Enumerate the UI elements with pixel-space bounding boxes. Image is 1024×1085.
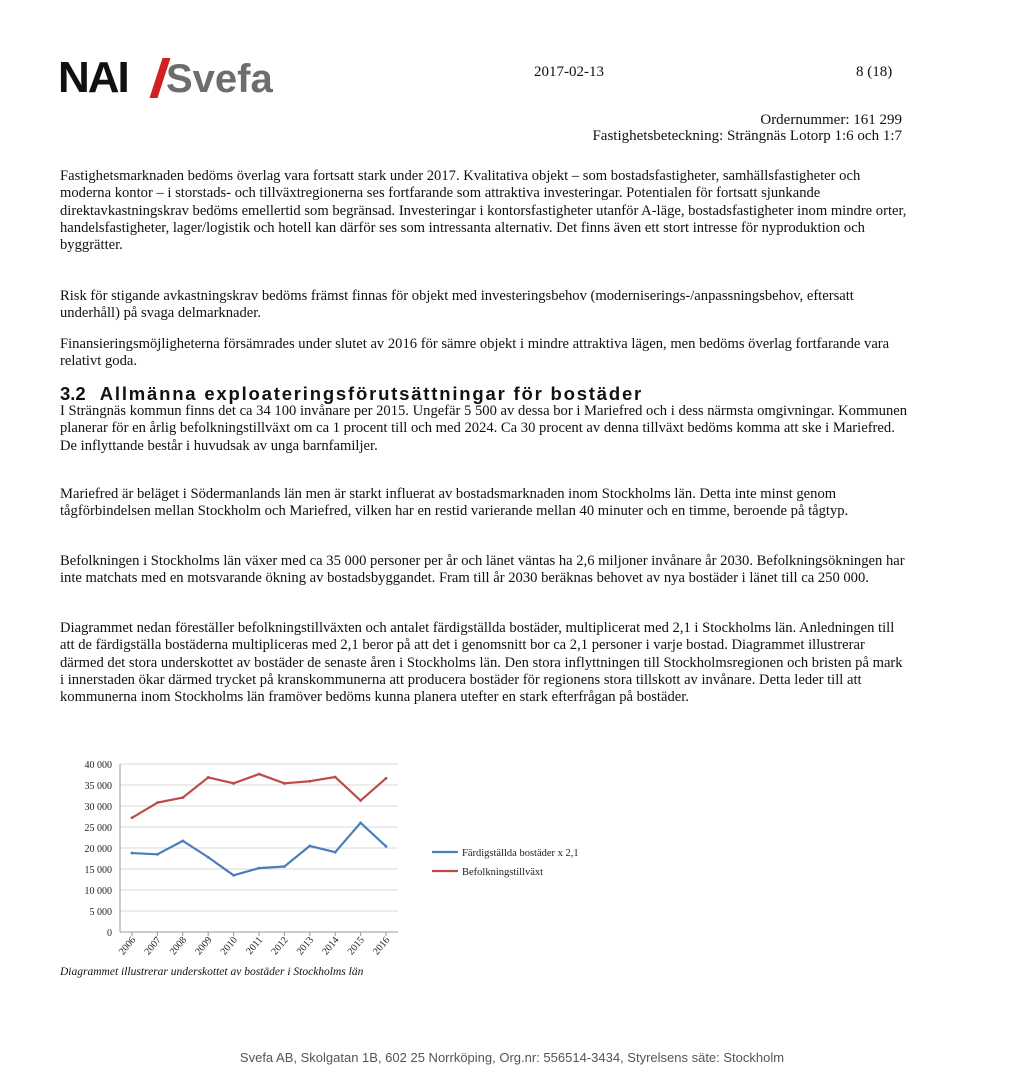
data-point	[232, 782, 235, 785]
logo-nai-text: NAI	[58, 53, 128, 102]
series-line-2	[132, 774, 386, 818]
x-tick-label: 2014	[320, 934, 342, 958]
x-tick-label: 2007	[142, 934, 164, 958]
page-footer: Svefa AB, Skolgatan 1B, 602 25 Norrköping, Org.nr: 556514-3434, Styrelsens säte: Stockholm	[239, 1050, 785, 1065]
legend-label-1: Färdigställda bostäder x 2,1	[462, 848, 579, 859]
order-number: Ordernummer: 161 299	[760, 112, 902, 128]
data-point	[258, 867, 261, 870]
x-tick-label: 2016	[371, 934, 393, 958]
y-tick-label: 25 000	[84, 823, 112, 834]
data-point	[283, 782, 286, 785]
x-tick-label: 2015	[345, 934, 367, 958]
y-tick-label: 35 000	[84, 781, 112, 792]
data-point	[207, 776, 210, 779]
x-tick-label: 2008	[167, 934, 190, 958]
y-tick-label: 15 000	[84, 865, 112, 876]
x-tick-label: 2010	[218, 934, 240, 958]
data-point	[156, 801, 159, 804]
y-tick-label: 0	[107, 928, 112, 939]
y-tick-label: 30 000	[84, 802, 112, 813]
x-tick-label: 2009	[193, 934, 215, 958]
paragraph-mariefred: Mariefred är beläget i Södermanlands län men är starkt influerat av bostadsmarknaden inom Stockholms län. Detta inte minst genom tågförbindelsen mellan Stockholm och Mariefred, vilken har en restid varierande mellan 40 minuter och en timme, beroende på tågtyp.	[60, 486, 849, 520]
paragraph-strangnas: I Strängnäs kommun finns det ca 34 100 invånare per 2015. Ungefär 5 500 av dessa bor i Mariefred och i dess närmsta omgivningar. Kommunen planerar för en årlig befolkningstillväxt om ca 1 procent till och med 2024. Ca 30 procent av denna tillväxt bedöms komma att ske i Mariefred. De inflyttande består i huvudsak av unga barnfamiljer.	[60, 403, 908, 454]
paragraph-diagram-description: Diagrammet nedan föreställer befolkningstillväxten och antalet färdigställda bostäder, multiplicerat med 2,1 i Stockholms län. Anledningen till att de färdigställa bostäderna multipliceras med 2,1 beror på att det i genomsnitt bor ca 2,1 personer i varje bostad. Diagrammet illustrerar därmed det stora underskottet av bostäder de senaste åren i Stockholms län. Den stora inflyttningen till Stockholmsregionen och bristen på mark i innerstaden ökar därmed trycket på kranskommunerna att producera bostäder för regionens stora tillskott av invånare. Detta leder till att kommunerna inom Stockholms län framöver bedöms kunna planera utefter en stark efterfrågan på bostäder.	[60, 620, 903, 706]
y-tick-label: 40 000	[84, 760, 112, 771]
x-tick-label: 2013	[294, 934, 317, 958]
housing-deficit-chart	[60, 752, 620, 967]
data-point	[131, 816, 134, 819]
y-tick-label: 20 000	[84, 844, 112, 855]
paragraph-stockholm-population: Befolkningen i Stockholms län växer med ca 35 000 personer per år och länet väntas ha 2,6 miljoner invånare år 2030. Befolkningsökningen har inte matchats med en motsvarande ökning av bostadsbyggandet. Fram till år 2030 beräknas behovet av nya bostäder i länet till ca 250 000.	[60, 553, 905, 587]
data-point	[181, 839, 184, 842]
data-point	[359, 799, 362, 802]
y-tick-label: 5 000	[89, 907, 112, 918]
data-point	[334, 776, 337, 779]
section-heading	[60, 384, 910, 404]
document-date: 2017-02-13	[534, 64, 604, 80]
paragraph-market: Fastighetsmarknaden bedöms överlag vara fortsatt stark under 2017. Kvalitativa objekt – som bostadsfastigheter, samhällsfastigheter och moderna kontor – i storstads- och tillväxtregionerna ses fortfarande som attraktiva investeringar. Potentialen för fortsatt sjunkande direktavkastningskrav bedöms emellertid som begränsad. Investeringar i kontorsfastigheter utanför A-läge, bostadsfastigheter inom mindre orter, handelsfastigheter, lager/logistik och hotell kan därför ses som intressanta alternativ. Det finns även ett stort intresse för nyproduktion och byggrätter.	[60, 168, 907, 254]
chart-caption: Diagrammet illustrerar underskottet av bostäder i Stockholms län	[60, 966, 364, 978]
data-point	[207, 856, 210, 859]
data-point	[385, 777, 388, 780]
x-tick-label: 2011	[244, 934, 266, 957]
data-point	[181, 796, 184, 799]
section-number: 3.2	[60, 383, 86, 404]
data-point	[258, 773, 261, 776]
data-point	[308, 845, 311, 848]
page-number: 8 (18)	[856, 64, 893, 80]
nai-svefa-logo	[58, 53, 314, 102]
data-point	[283, 865, 286, 868]
section-title: Allmänna exploateringsförutsättningar för bostäder	[99, 383, 644, 404]
data-point	[131, 852, 134, 855]
x-tick-label: 2006	[117, 934, 139, 958]
data-point	[156, 853, 159, 856]
data-point	[232, 874, 235, 877]
paragraph-risk: Risk för stigande avkastningskrav bedöms främst finnas för objekt med investeringsbehov (moderniserings-/anpassningsbehov, eftersatt underhåll) på svaga delmarknader.	[60, 288, 854, 322]
data-point	[385, 845, 388, 848]
property-designation: Fastighetsbeteckning: Strängnäs Lotorp 1:6 och 1:7	[592, 128, 902, 144]
line-chart-svg	[60, 752, 620, 967]
legend-label-2: Befolkningstillväxt	[462, 867, 544, 878]
logo-svefa-text: Svefa	[166, 57, 273, 101]
y-tick-label: 10 000	[84, 886, 112, 897]
x-tick-label: 2012	[269, 934, 291, 958]
data-point	[359, 821, 362, 824]
data-point	[308, 780, 311, 783]
data-point	[334, 851, 337, 854]
paragraph-financing: Finansieringsmöjligheterna försämrades under slutet av 2016 för sämre objekt i mindre attraktiva lägen, men bedöms överlag fortfarande vara relativt goda.	[60, 336, 890, 370]
